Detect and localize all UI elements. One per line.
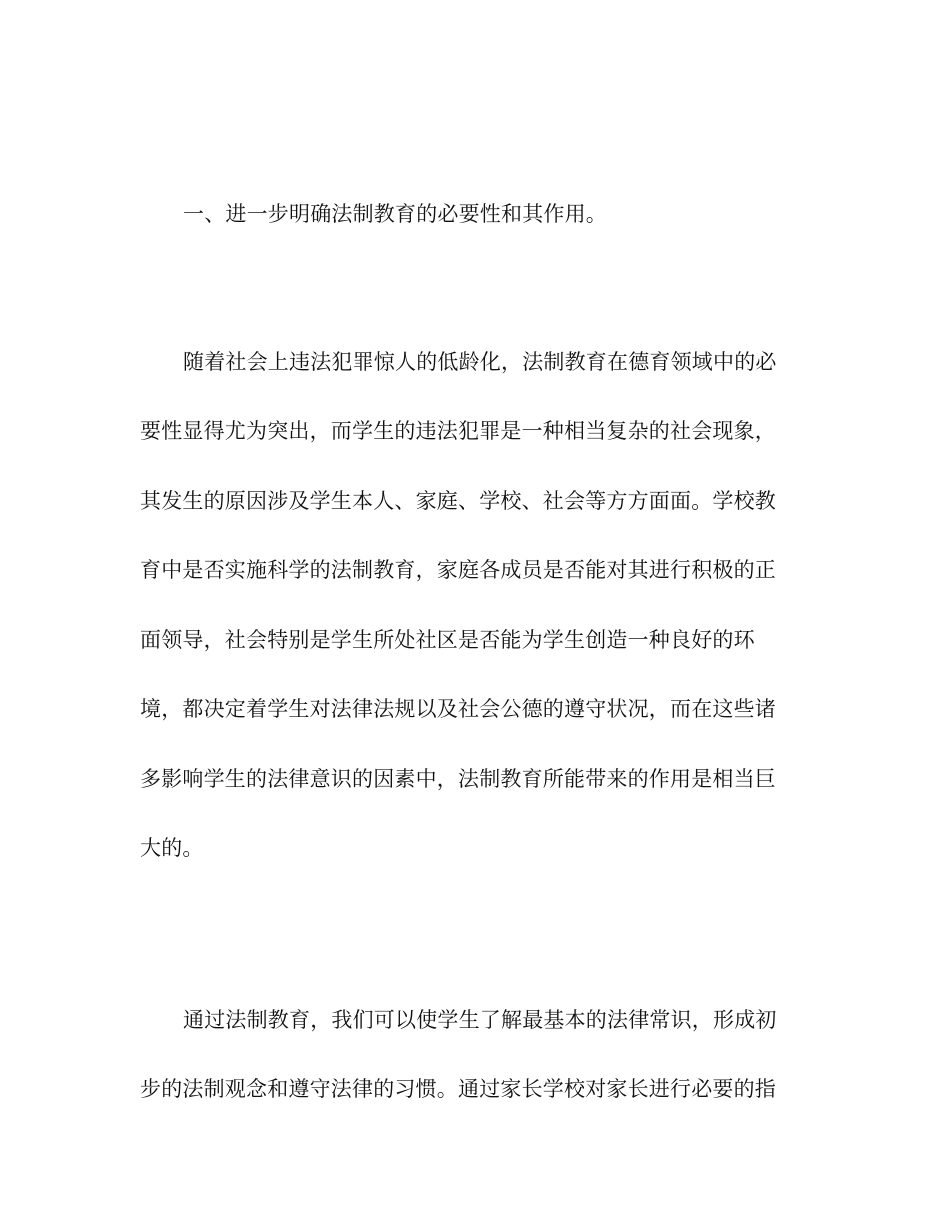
section-heading: 一、进一步明确法制教育的必要性和其作用。 xyxy=(183,202,607,226)
paragraph-line: 境，都决定着学生对法律法规以及社会公德的遵守状况，而在这些诸 xyxy=(140,697,776,721)
paragraph-line: 要性显得尤为突出，而学生的违法犯罪是一种相当复杂的社会现象， xyxy=(140,419,776,443)
paragraph-line: 大的。 xyxy=(140,836,204,860)
paragraph-line: 通过法制教育，我们可以使学生了解最基本的法律常识，形成初 xyxy=(183,1008,777,1032)
paragraph-line: 随着社会上违法犯罪惊人的低龄化，法制教育在德育领域中的必 xyxy=(183,350,777,374)
paragraph-line: 育中是否实施科学的法制教育，家庭各成员是否能对其进行积极的正 xyxy=(140,558,776,582)
paragraph-line: 步的法制观念和遵守法律的习惯。通过家长学校对家长进行必要的指 xyxy=(140,1077,776,1101)
paragraph-line: 面领导，社会特别是学生所处社区是否能为学生创造一种良好的环 xyxy=(140,628,755,652)
paragraph-line: 其发生的原因涉及学生本人、家庭、学校、社会等方方面面。学校教 xyxy=(140,489,776,513)
paragraph-line: 多影响学生的法律意识的因素中，法制教育所能带来的作用是相当巨 xyxy=(140,767,776,791)
